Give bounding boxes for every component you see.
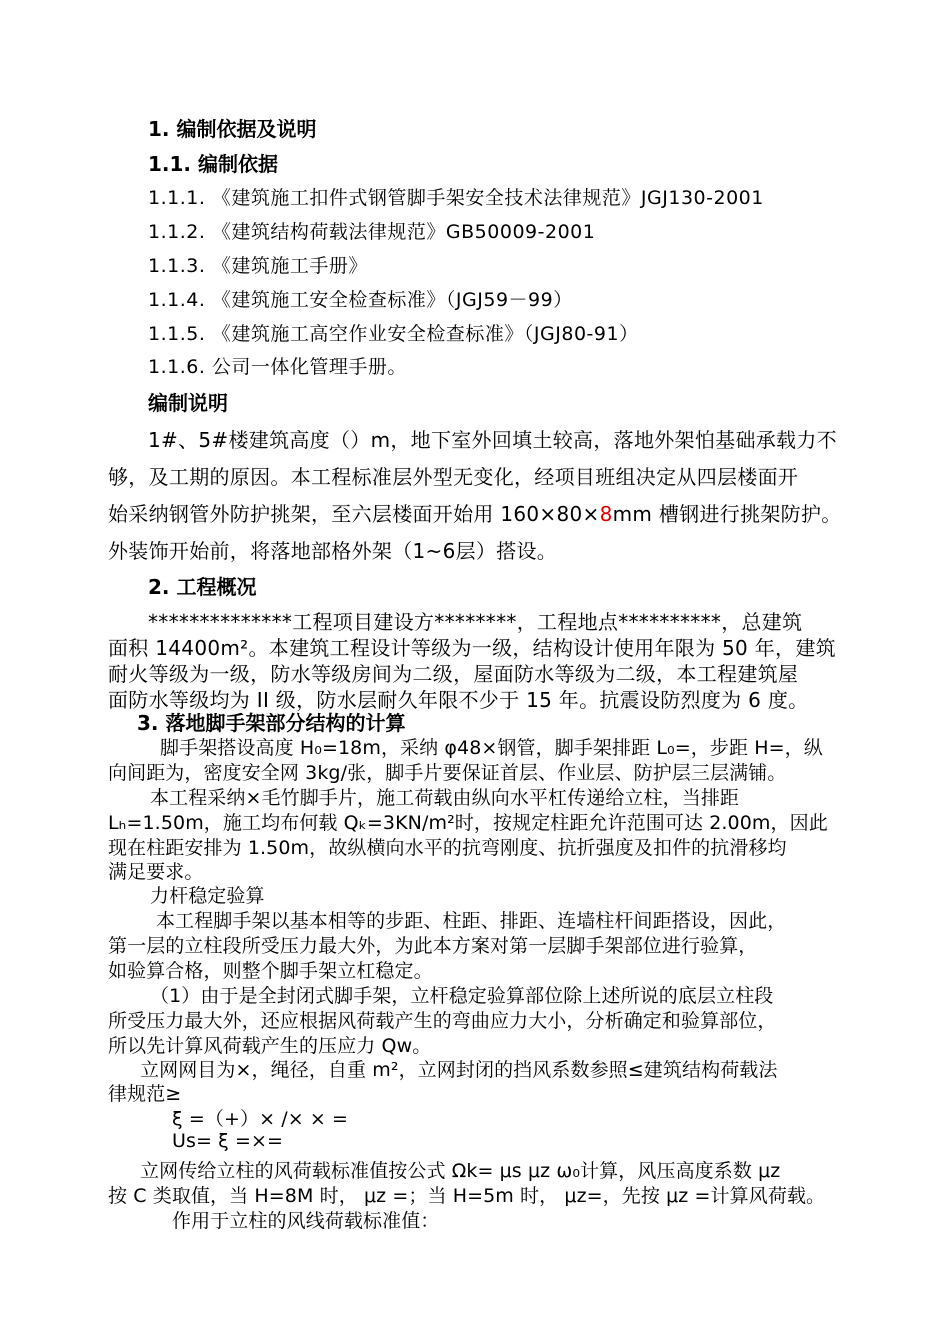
paragraph-line: 够，及工期的原因。本工程标准层外型无变化，经项目班组决定从四层楼面开 <box>108 465 799 489</box>
heading-3: 3. 落地脚手架部分结构的计算 <box>137 711 406 735</box>
paragraph-line: 1#、5#楼建筑高度（）m，地下室外回填土较高，落地外架怕基础承载力不 <box>148 428 837 452</box>
paragraph-line: 立网网目为×，绳径，自重 m²，立网封闭的挡风系数参照≤建筑结构荷载法 <box>140 1059 778 1081</box>
paragraph-line: 本工程采纳×毛竹脚手片，施工荷载由纵向水平杠传递给立柱，当排距 <box>150 787 740 809</box>
heading-notes: 编制说明 <box>148 391 228 415</box>
reference-item: 1.1.2. 《建筑结构荷载法律规范》GB50009-2001 <box>148 221 596 243</box>
paragraph-line: 现在柱距安排为 1.50m，故纵横向水平的抗弯刚度、抗折强度及扣件的抗滑移均 <box>108 837 787 859</box>
paragraph-line: 脚手架搭设高度 H₀=18m，采纳 φ48×钢管，脚手架排距 L₀=，步距 H=，纵 <box>160 737 823 759</box>
paragraph-line: 立网传给立柱的风荷载标准值按公式 Ωk= μs μz ω₀计算，风压高度系数 μz <box>140 1160 781 1182</box>
paragraph-line: （1）由于是全封闭式脚手架，立杆稳定验算部位除上述所说的底层立柱段 <box>150 985 774 1007</box>
reference-item: 1.1.5. 《建筑施工高空作业安全检查标准》（JGJ80-91） <box>148 323 639 345</box>
paragraph-line: 律规范≥ <box>108 1083 182 1105</box>
paragraph-line <box>108 498 842 527</box>
reference-item: 1.1.4. 《建筑施工安全检查标准》（JGJ59－99） <box>148 289 573 311</box>
heading-1: 1. 编制依据及说明 <box>148 117 317 141</box>
text-run: mm 槽钢进行挑架防护。 <box>612 502 842 526</box>
paragraph-line: 所以先计算风荷载产生的压应力 Qw。 <box>108 1035 432 1057</box>
highlighted-value: 8 <box>599 502 613 526</box>
paragraph-line: 面积 14400m²。本建筑工程设计等级为一级，结构设计使用年限为 50 年，建筑 <box>108 636 836 660</box>
paragraph-line: 耐火等级为一级，防水等级房间为二级，屋面防水等级为二级，本工程建筑屋 <box>108 662 799 686</box>
paragraph-line: 向间距为，密度安全网 3kg/张，脚手片要保证首层、作业层、防护层三层满铺。 <box>108 762 787 784</box>
formula-line: Us= ξ =×= <box>172 1130 284 1152</box>
paragraph-line: 作用于立柱的风线荷载标准值： <box>172 1210 440 1232</box>
text-run: 始采纳钢管外防护挑架，至六层楼面开始用 160×80× <box>108 502 600 526</box>
paragraph-line: 第一层的立柱段所受压力最大外，为此本方案对第一层脚手架部位进行验算， <box>108 935 758 957</box>
paragraph-line: 按 C 类取值，当 H=8M 时， μz =；当 H=5m 时， μz=，先按 μz =计算风荷载。 <box>108 1185 826 1207</box>
heading-1-1: 1.1. 编制依据 <box>148 152 278 176</box>
paragraph-line: Lₕ=1.50m，施工均布何载 Qₖ=3KN/m²时，按规定柱距允许范围可达 2.00m，因此 <box>108 812 828 834</box>
paragraph-line: 满足要求。 <box>108 861 204 883</box>
paragraph-line: 如验算合格，则整个脚手架立杠稳定。 <box>108 960 433 982</box>
subheading-stability-check: 力杆稳定验算 <box>150 885 265 907</box>
paragraph-line: 面防水等级均为 II 级，防水层耐久年限不少于 15 年。抗震设防烈度为 6 度。 <box>108 688 809 712</box>
paragraph-line: **************工程项目建设方********，工程地点**********，总建筑 <box>148 610 803 634</box>
reference-item: 1.1.3. 《建筑施工手册》 <box>148 255 368 277</box>
paragraph-line: 本工程脚手架以基本相等的步距、柱距、排距、连墙柱杆间距搭设，因此， <box>156 910 787 932</box>
reference-item: 1.1.1. 《建筑施工扣件式钢管脚手架安全技术法律规范》JGJ130-2001 <box>148 187 764 209</box>
paragraph-line: 所受压力最大外，还应根据风荷载产生的弯曲应力大小，分析确定和验算部位， <box>108 1010 777 1032</box>
formula-line: ξ =（+）× /× × = <box>172 1108 349 1130</box>
reference-item: 1.1.6. 公司一体化管理手册。 <box>148 356 407 378</box>
heading-2: 2. 工程概况 <box>148 575 257 599</box>
paragraph-line: 外装饰开始前，将落地部格外架（1~6层）搭设。 <box>108 539 558 563</box>
